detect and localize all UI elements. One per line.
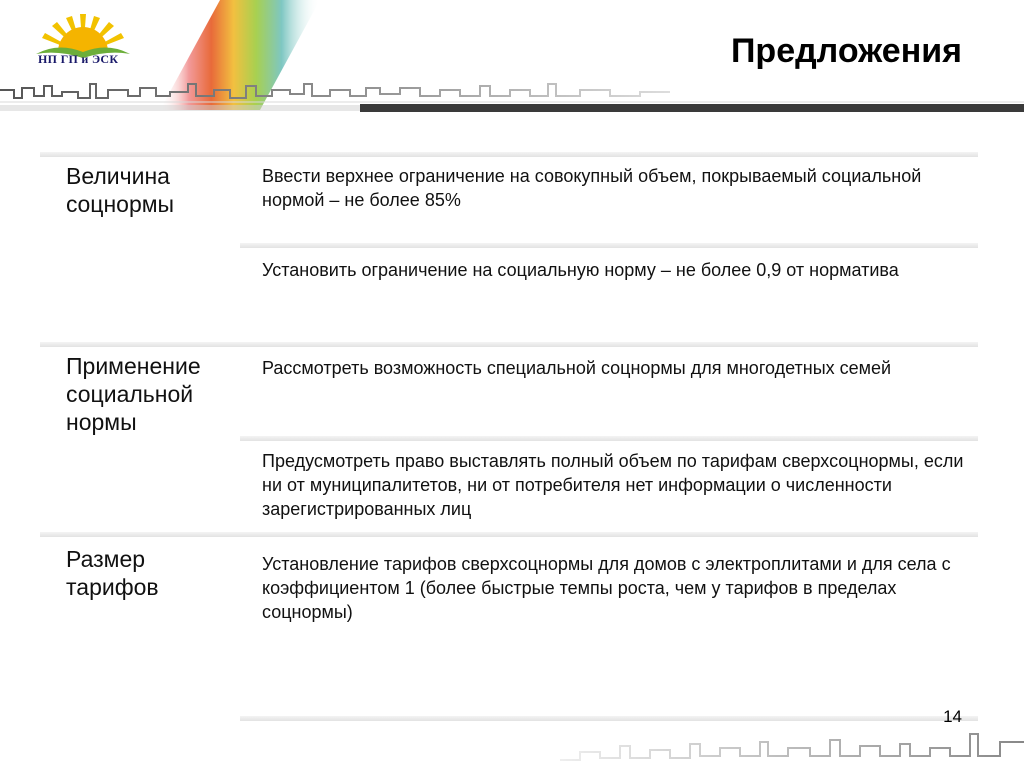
logo-text: НП ГП и ЭСК — [38, 52, 119, 66]
skyline-decoration-bottom — [560, 722, 1024, 768]
divider — [240, 716, 978, 721]
proposal-text: Установить ограничение на социальную норму – не более 0,9 от норматива — [262, 260, 899, 280]
skyline-decoration-top — [0, 78, 1024, 114]
category-label: Размер тарифов — [66, 546, 159, 600]
proposal-text: Ввести верхнее ограничение на совокупный объем, покрываемый социальной нормой – не более 85% — [262, 166, 922, 210]
proposal-text: Рассмотреть возможность специальной соцнормы для многодетных семей — [262, 358, 892, 378]
proposal-text: Установление тарифов сверхсоцнормы для домов с электроплитами и для села с коэффициентом 1 (более быстрые темпы роста, чем у тарифов в пределах соцнормы) — [262, 554, 951, 622]
page-number: 14 — [943, 707, 962, 726]
divider — [40, 152, 978, 157]
divider — [40, 342, 978, 347]
category-label: Применение социальной нормы — [66, 353, 201, 435]
category-label: Величина сoцнормы — [66, 163, 175, 217]
divider — [40, 532, 978, 537]
page-title: Предложения — [730, 32, 962, 70]
divider — [240, 243, 978, 248]
divider — [240, 436, 978, 441]
proposal-text: Предусмотреть право выставлять полный объем по тарифам сверхсоцнормы, если ни от муниципалитетов, ни от потребителя нет информации о численности зарегистрированных лиц — [262, 451, 964, 519]
